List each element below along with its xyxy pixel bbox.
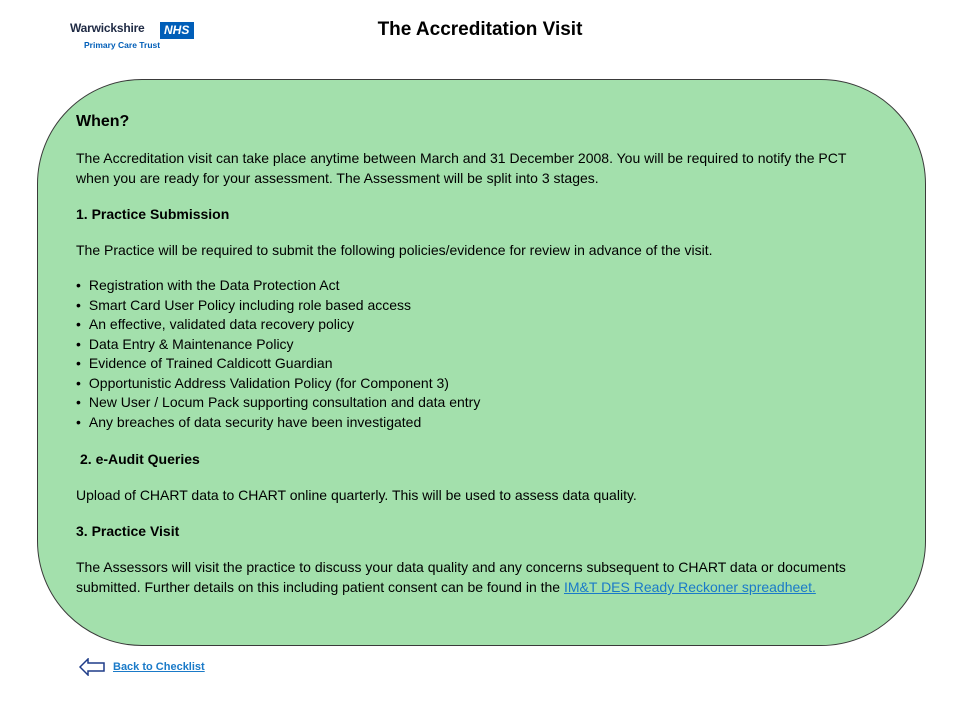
section2-text: Upload of CHART data to CHART online quarterly. This will be used to assess data quality. bbox=[76, 487, 637, 503]
list-item: • Evidence of Trained Caldicott Guardian bbox=[76, 354, 866, 374]
list-item: • An effective, validated data recovery policy bbox=[76, 315, 866, 335]
list-item: • Any breaches of data security have been investigated bbox=[76, 413, 866, 433]
section1-title: 1. Practice Submission bbox=[76, 206, 230, 222]
content-panel bbox=[37, 79, 926, 646]
intro-paragraph: The Accreditation visit can take place anytime between March and 31 December 2008. You will be required to notify the PCT when you are ready for your assessment. The Assessment will be split into 3 stages. bbox=[76, 150, 847, 186]
section1-text: The Practice will be required to submit the following policies/evidence for review in advance of the visit. bbox=[76, 242, 713, 258]
page-title: The Accreditation Visit bbox=[377, 19, 583, 40]
logo-subtitle: Primary Care Trust bbox=[84, 40, 161, 50]
list-item: • Data Entry & Maintenance Policy bbox=[76, 335, 866, 355]
section3-text: The Assessors will visit the practice to discuss your data quality and any concerns subsequent to CHART data or documents submitted. Further details on this including patient consent can be found in the bbox=[76, 559, 846, 595]
back-to-checklist-link[interactable]: Back to Checklist bbox=[113, 661, 205, 673]
section3-paragraph bbox=[76, 557, 866, 597]
list-item: • Smart Card User Policy including role based access bbox=[76, 296, 866, 316]
back-arrow-icon[interactable] bbox=[79, 658, 105, 676]
back-navigation[interactable] bbox=[79, 658, 205, 676]
nhs-badge: NHS bbox=[160, 22, 194, 39]
when-heading: When? bbox=[76, 113, 130, 130]
list-item: • Registration with the Data Protection Act bbox=[76, 276, 866, 296]
list-item: • New User / Locum Pack supporting consultation and data entry bbox=[76, 393, 866, 413]
section3-title: 3. Practice Visit bbox=[76, 523, 180, 539]
requirements-list bbox=[76, 276, 866, 432]
panel-content bbox=[76, 112, 866, 613]
ready-reckoner-link[interactable]: IM&T DES Ready Reckoner spreadheet. bbox=[563, 579, 816, 595]
list-item: • Opportunistic Address Validation Policy (for Component 3) bbox=[76, 374, 866, 394]
logo-org-name: Warwickshire bbox=[70, 21, 145, 35]
section2-title: 2. e-Audit Queries bbox=[80, 451, 200, 467]
